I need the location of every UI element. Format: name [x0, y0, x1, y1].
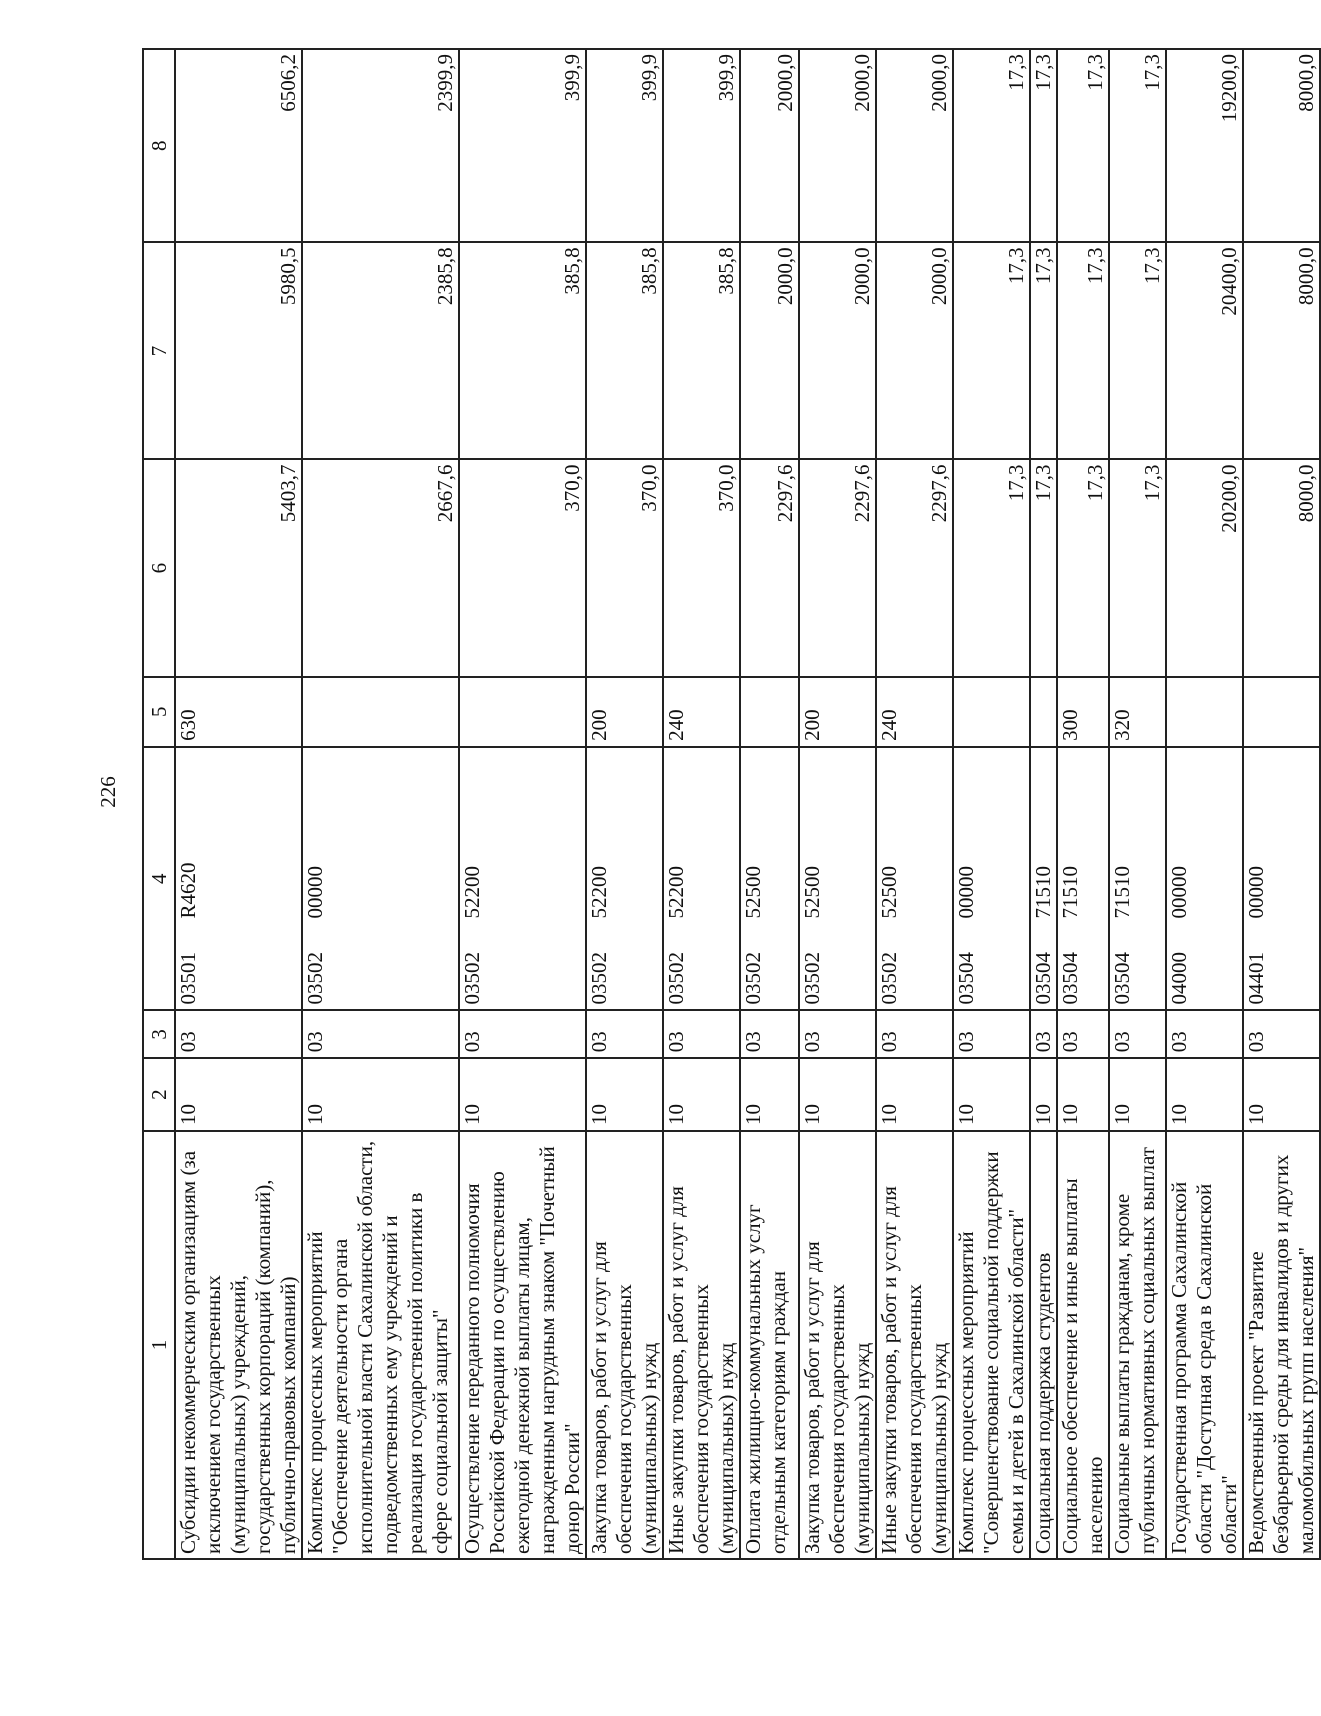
row-expense-type-code: 630 — [175, 677, 302, 747]
row-description: Социальные выплаты гражданам, кроме публичных нормативных социальных выплат — [1109, 1131, 1166, 1559]
target-article-part-1: 03502 — [587, 952, 611, 1005]
row-amount-col7: 385,8 — [663, 242, 740, 459]
target-article-part-2: R4620 — [176, 862, 200, 919]
header-cell: 3 — [143, 1011, 175, 1059]
budget-table — [142, 48, 1321, 1560]
row-amount-col7: 385,8 — [459, 242, 586, 459]
target-article-part-1: 03501 — [176, 952, 200, 1005]
target-article-part-2: 00000 — [954, 866, 978, 919]
row-amount-col7: 385,8 — [586, 242, 663, 459]
row-amount-col7: 20400,0 — [1166, 242, 1243, 459]
table-row — [302, 49, 459, 1559]
row-amount-col7: 2000,0 — [740, 242, 799, 459]
table-body — [143, 49, 1320, 1559]
row-section-code: 10 — [302, 1058, 459, 1131]
target-article-part-1: 03504 — [1031, 952, 1055, 1005]
row-description: Комплекс процессных мероприятий "Обеспечение деятельности органа исполнительной власти Сахалинской области, подведомственных ему учреждений и реализация государственной политики в сфере социальной защиты" — [302, 1131, 459, 1559]
row-subsection-code: 03 — [302, 1011, 459, 1059]
row-amount-col8: 2000,0 — [876, 49, 953, 242]
row-subsection-code: 03 — [1166, 1011, 1243, 1059]
table-row — [1243, 49, 1320, 1559]
row-amount-col8: 399,9 — [459, 49, 586, 242]
row-amount-col7: 2000,0 — [876, 242, 953, 459]
target-article-part-2: 71510 — [1031, 866, 1055, 919]
row-description: Закупка товаров, работ и услуг для обеспечения государственных (муниципальных) нужд — [799, 1131, 876, 1559]
row-description: Осуществление переданного полномочия Российской Федерации по осуществлению ежегодной денежной выплаты лицам, награжденным нагрудным знаком "Почетный донор России" — [459, 1131, 586, 1559]
table-row — [740, 49, 799, 1559]
row-description: Оплата жилищно-коммунальных услуг отдельным категориям граждан — [740, 1131, 799, 1559]
row-section-code: 10 — [1109, 1058, 1166, 1131]
row-subsection-code: 03 — [953, 1011, 1030, 1059]
target-article-part-2: 71510 — [1058, 866, 1082, 919]
row-section-code: 10 — [1166, 1058, 1243, 1131]
row-target-article-code — [302, 747, 459, 1011]
row-subsection-code: 03 — [586, 1011, 663, 1059]
row-amount-col6: 8000,0 — [1243, 460, 1320, 677]
row-expense-type-code — [302, 677, 459, 747]
table-row — [175, 49, 302, 1559]
row-expense-type-code: 320 — [1109, 677, 1166, 747]
row-subsection-code: 03 — [175, 1011, 302, 1059]
row-section-code: 10 — [953, 1058, 1030, 1131]
table-row — [799, 49, 876, 1559]
target-article-part-2: 71510 — [1110, 866, 1134, 919]
target-article-part-1: 04000 — [1167, 952, 1191, 1005]
row-expense-type-code — [740, 677, 799, 747]
target-article-part-1: 03502 — [877, 952, 901, 1005]
row-amount-col7: 2385,8 — [302, 242, 459, 459]
row-amount-col7: 17,3 — [1030, 242, 1057, 459]
row-amount-col6: 5403,7 — [175, 460, 302, 677]
row-amount-col7: 5980,5 — [175, 242, 302, 459]
row-section-code: 10 — [1057, 1058, 1109, 1131]
row-target-article-code — [175, 747, 302, 1011]
target-article-part-2: 00000 — [1167, 866, 1191, 919]
target-article-part-2: 52500 — [741, 866, 765, 919]
row-target-article-code — [459, 747, 586, 1011]
row-amount-col6: 17,3 — [1030, 460, 1057, 677]
row-amount-col8: 2000,0 — [740, 49, 799, 242]
row-amount-col8: 6506,2 — [175, 49, 302, 242]
target-article-part-1: 03502 — [460, 952, 484, 1005]
row-target-article-code — [740, 747, 799, 1011]
row-expense-type-code: 300 — [1057, 677, 1109, 747]
row-amount-col6: 370,0 — [586, 460, 663, 677]
row-target-article-code — [586, 747, 663, 1011]
header-cell: 4 — [143, 747, 175, 1011]
header-cell: 5 — [143, 677, 175, 747]
target-article-part-1: 03504 — [1110, 952, 1134, 1005]
row-section-code: 10 — [175, 1058, 302, 1131]
row-expense-type-code: 200 — [799, 677, 876, 747]
row-subsection-code: 03 — [799, 1011, 876, 1059]
row-description: Социальная поддержка студентов — [1030, 1131, 1057, 1559]
header-cell: 7 — [143, 242, 175, 459]
row-description: Социальное обеспечение и иные выплаты населению — [1057, 1131, 1109, 1559]
row-target-article-code — [953, 747, 1030, 1011]
target-article-part-2: 52200 — [460, 866, 484, 919]
row-amount-col8: 2399,9 — [302, 49, 459, 242]
row-expense-type-code: 200 — [586, 677, 663, 747]
row-amount-col6: 17,3 — [953, 460, 1030, 677]
row-subsection-code: 03 — [1030, 1011, 1057, 1059]
target-article-part-1: 03504 — [1058, 952, 1082, 1005]
row-target-article-code — [799, 747, 876, 1011]
row-target-article-code — [1030, 747, 1057, 1011]
row-expense-type-code — [459, 677, 586, 747]
header-cell: 1 — [143, 1131, 175, 1559]
target-article-part-2: 00000 — [1244, 866, 1268, 919]
row-section-code: 10 — [1243, 1058, 1320, 1131]
row-target-article-code — [876, 747, 953, 1011]
row-expense-type-code — [1030, 677, 1057, 747]
target-article-part-1: 03502 — [664, 952, 688, 1005]
table-row — [876, 49, 953, 1559]
row-subsection-code: 03 — [876, 1011, 953, 1059]
table-header-row — [143, 49, 175, 1559]
row-expense-type-code: 240 — [876, 677, 953, 747]
row-amount-col6: 2297,6 — [799, 460, 876, 677]
row-description: Закупка товаров, работ и услуг для обеспечения государственных (муниципальных) нужд — [586, 1131, 663, 1559]
row-subsection-code: 03 — [1243, 1011, 1320, 1059]
header-cell: 2 — [143, 1058, 175, 1131]
table-row — [459, 49, 586, 1559]
row-target-article-code — [1057, 747, 1109, 1011]
row-subsection-code: 03 — [663, 1011, 740, 1059]
row-description: Иные закупки товаров, работ и услуг для обеспечения государственных (муниципальных) нужд — [876, 1131, 953, 1559]
row-section-code: 10 — [1030, 1058, 1057, 1131]
row-amount-col7: 2000,0 — [799, 242, 876, 459]
row-expense-type-code: 240 — [663, 677, 740, 747]
row-description: Субсидии некоммерческим организациям (за исключением государственных (муниципальных) учреждений, государственных корпораций (компаний), публично-правовых компаний) — [175, 1131, 302, 1559]
table-row — [1057, 49, 1109, 1559]
table-row — [586, 49, 663, 1559]
row-description: Комплекс процессных мероприятий "Совершенствование социальной поддержки семьи и детей в Сахалинской области" — [953, 1131, 1030, 1559]
row-subsection-code: 03 — [1109, 1011, 1166, 1059]
row-amount-col6: 2297,6 — [740, 460, 799, 677]
row-amount-col7: 8000,0 — [1243, 242, 1320, 459]
header-cell: 6 — [143, 460, 175, 677]
target-article-part-1: 04401 — [1244, 952, 1268, 1005]
target-article-part-2: 52500 — [800, 866, 824, 919]
row-target-article-code — [663, 747, 740, 1011]
target-article-part-1: 03502 — [800, 952, 824, 1005]
target-article-part-1: 03502 — [741, 952, 765, 1005]
row-amount-col6: 20200,0 — [1166, 460, 1243, 677]
target-article-part-1: 03504 — [954, 952, 978, 1005]
row-amount-col8: 17,3 — [953, 49, 1030, 242]
row-expense-type-code — [1243, 677, 1320, 747]
row-amount-col6: 370,0 — [663, 460, 740, 677]
row-section-code: 10 — [663, 1058, 740, 1131]
row-amount-col8: 17,3 — [1109, 49, 1166, 242]
target-article-part-2: 00000 — [303, 866, 327, 919]
row-amount-col8: 399,9 — [663, 49, 740, 242]
row-amount-col7: 17,3 — [1109, 242, 1166, 459]
row-section-code: 10 — [459, 1058, 586, 1131]
row-amount-col8: 399,9 — [586, 49, 663, 242]
row-section-code: 10 — [586, 1058, 663, 1131]
row-amount-col8: 8000,0 — [1243, 49, 1320, 242]
row-amount-col6: 2667,6 — [302, 460, 459, 677]
table-row — [663, 49, 740, 1559]
row-expense-type-code — [1166, 677, 1243, 747]
row-target-article-code — [1109, 747, 1166, 1011]
target-article-part-2: 52200 — [664, 866, 688, 919]
row-amount-col8: 2000,0 — [799, 49, 876, 242]
row-amount-col6: 17,3 — [1109, 460, 1166, 677]
row-subsection-code: 03 — [740, 1011, 799, 1059]
row-amount-col7: 17,3 — [953, 242, 1030, 459]
table-row — [1109, 49, 1166, 1559]
table-row — [1030, 49, 1057, 1559]
row-amount-col8: 19200,0 — [1166, 49, 1243, 242]
row-description: Иные закупки товаров, работ и услуг для обеспечения государственных (муниципальных) нужд — [663, 1131, 740, 1559]
budget-table-rotated — [142, 48, 1318, 1560]
row-subsection-code: 03 — [459, 1011, 586, 1059]
row-amount-col6: 2297,6 — [876, 460, 953, 677]
table-row — [953, 49, 1030, 1559]
target-article-part-2: 52200 — [587, 866, 611, 919]
row-subsection-code: 03 — [1057, 1011, 1109, 1059]
row-section-code: 10 — [799, 1058, 876, 1131]
row-target-article-code — [1166, 747, 1243, 1011]
page-number: 226 — [96, 776, 120, 808]
row-amount-col8: 17,3 — [1030, 49, 1057, 242]
table-row — [1166, 49, 1243, 1559]
row-amount-col8: 17,3 — [1057, 49, 1109, 242]
row-amount-col6: 17,3 — [1057, 460, 1109, 677]
row-description: Государственная программа Сахалинской области "Доступная среда в Сахалинской области" — [1166, 1131, 1243, 1559]
row-amount-col6: 370,0 — [459, 460, 586, 677]
row-description: Ведомственный проект "Развитие безбарьерной среды для инвалидов и других маломобильных групп населения" — [1243, 1131, 1320, 1559]
row-amount-col7: 17,3 — [1057, 242, 1109, 459]
row-target-article-code — [1243, 747, 1320, 1011]
row-expense-type-code — [953, 677, 1030, 747]
target-article-part-2: 52500 — [877, 866, 901, 919]
target-article-part-1: 03502 — [303, 952, 327, 1005]
row-section-code: 10 — [740, 1058, 799, 1131]
header-cell: 8 — [143, 49, 175, 242]
row-section-code: 10 — [876, 1058, 953, 1131]
